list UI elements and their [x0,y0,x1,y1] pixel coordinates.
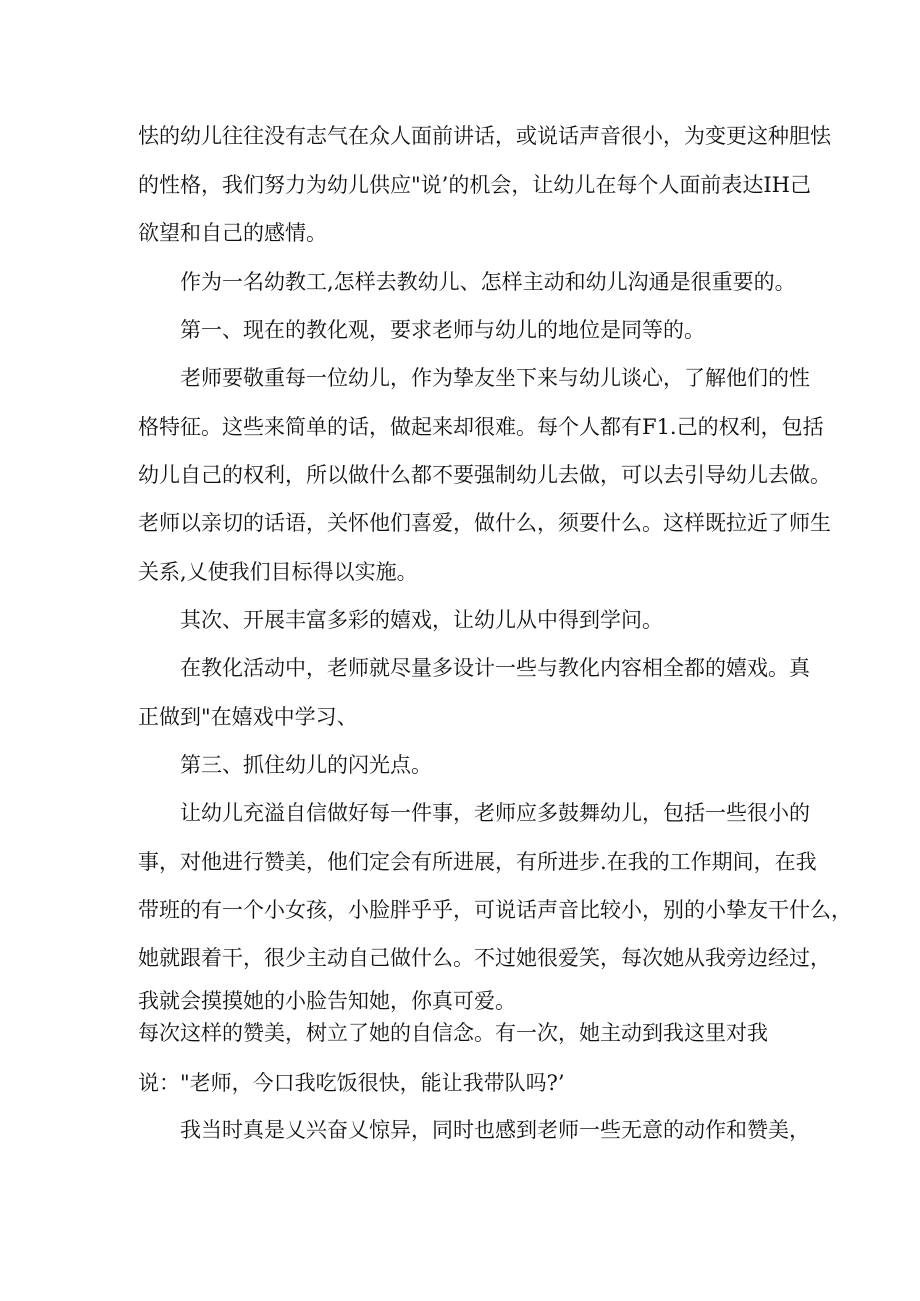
text-line: 第一、现在的教化观，要求老师与幼儿的地位是同等的。 [180,318,705,342]
text-line: 说："老师，今口我吃饭很快，能让我带队吗?’ [138,1071,565,1095]
text-line: 第三、抓住幼儿的闪光点。 [180,753,432,777]
text-line: 带班的有一个小女孩，小脸胖乎乎，可说话声音比较小，别的小挚友干什么， [138,898,852,922]
text-line: 欲望和自己的感情。 [138,221,327,245]
text-line: 关系,乂使我们目标得以实施。 [138,560,418,584]
text-line: 其次、开展丰富多彩的嬉戏，让幼儿从中得到学问。 [180,608,663,632]
text-line: 我当时真是乂兴奋乂惊异，同时也感到老师一些无意的动作和赞美， [180,1118,810,1142]
text-line: 格特征。这些来简单的话，做起来却很难。每个人都有F1.己的权利，包括 [138,415,824,439]
text-line: 在教化活动中，老师就尽量多设计一些与教化内容相全都的嬉戏。真 [180,656,810,680]
text-line: 幼儿自己的权利，所以做什么都不要强制幼儿去做，可以去引导幼儿去做。 [138,463,831,487]
text-line: 我就会摸摸她的小脸告知她，你真可爱。 [138,989,516,1013]
text-line: 的性格，我们努力为幼儿供应"说’的机会，让幼儿在每个人面前表达IH己 [138,173,811,197]
text-line: 她就跟着干，很少主动自己做什么。不过她很爱笑，每次她从我旁边经过， [138,946,831,970]
text-line: 让幼儿充溢自信做好每一件事，老师应多鼓舞幼儿，包括一些很小的 [180,801,810,825]
text-line: 怯的幼儿往往没有志气在众人面前讲话，或说话声音很小，为变更这种胆怯 [138,124,831,148]
text-line: 事，对他进行赞美，他们定会有所进展，有所进步.在我的工作期间，在我 [138,850,817,874]
text-line: 正做到"在嬉戏中学习、 [138,705,358,729]
text-line: 老师要敬重每一位幼儿，作为挚友坐下来与幼儿谈心，了解他们的性 [180,366,810,390]
text-line: 每次这样的赞美，树立了她的自信念。有一次，她主动到我这里对我 [138,1021,768,1045]
text-line: 作为一名幼教工,怎样去教幼儿、怎样主动和幼儿沟通是很重要的。 [180,270,796,294]
text-line: 老师以亲切的话语，关怀他们喜爱，做什么，须要什么。这样既拉近了师生 [138,511,831,535]
